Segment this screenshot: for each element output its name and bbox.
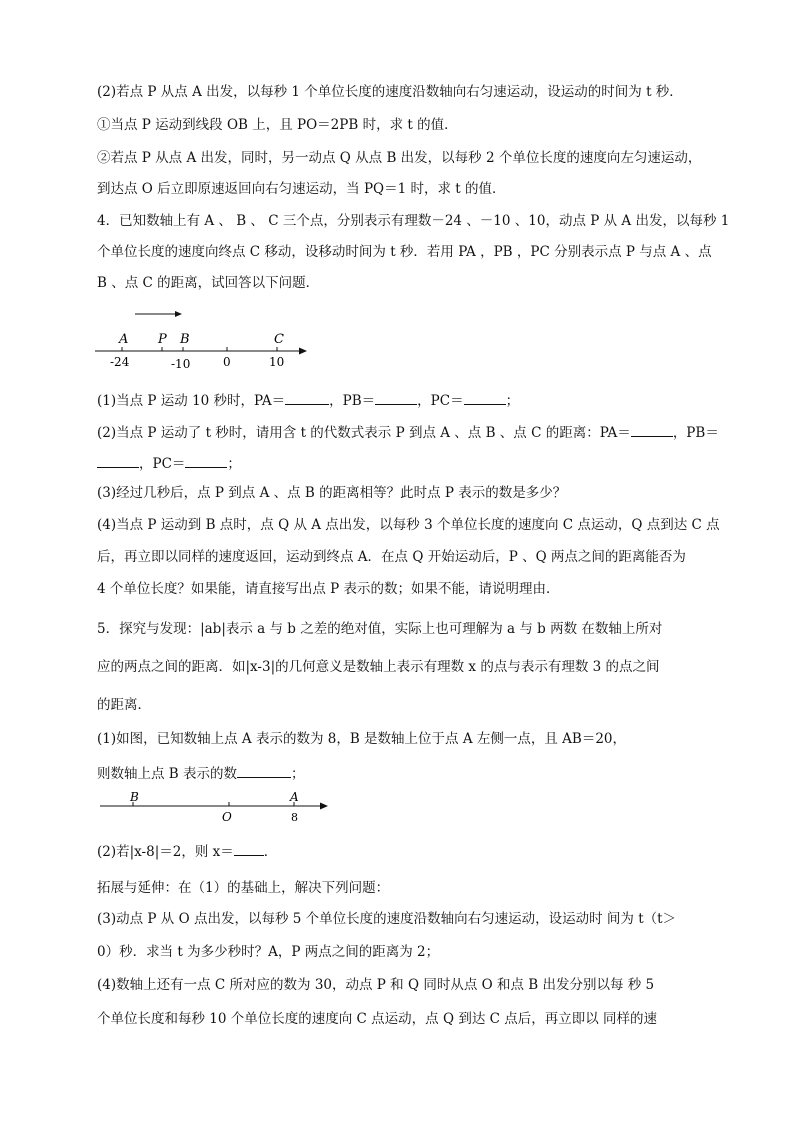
q5-part-3-line-1: (3)动点 P 从 O 点出发，以每秒 5 个单位长度的速度沿数轴向右匀速运动，设运动时 间为 t（t＞ xyxy=(97,911,677,927)
q4-stem-line-3: B 、点 C 的距离，试回答以下问题． xyxy=(97,275,320,291)
q3-line-1: (2)若点 P 从点 A 出发，以每秒 1 个单位长度的速度沿数轴向右匀速运动，设运动的时间为 t 秒． xyxy=(97,84,683,100)
answer-blank-pc[interactable] xyxy=(464,390,506,405)
point-label-c: C xyxy=(274,332,284,347)
answer-blank-b-value[interactable] xyxy=(237,763,291,778)
q5-part-4-line-1: (4)数轴上还有一点 C 所对应的数为 30，动点 P 和 Q 同时从点 O 和点 B 出发分别以每 秒 5 xyxy=(97,977,655,993)
q4-part-3: (3)经过几秒后，点 P 到点 A 、点 B 的距离相等？此时点 P 表示的数是多少？ xyxy=(97,485,567,501)
q4-stem-line-2: 个单位长度的速度向终点 C 移动，设移动时间为 t 秒．若用 PA ，PB ，PC 分别表示点 P 与点 A 、点 xyxy=(97,244,712,260)
answer-blank-pb[interactable] xyxy=(375,390,417,405)
q4-part-4-line-1: (4)当点 P 运动到 B 点时，点 Q 从 A 点出发，以每秒 3 个单位长度的速度向 C 点运动，Q 点到达 C 点 xyxy=(97,517,720,533)
q4-part-4-line-3: 4 个单位长度？如果能，请直接写出点 P 表示的数；如果不能，请说明理由． xyxy=(97,581,560,597)
q5-extension-heading: 拓展与延伸：在（1）的基础上，解决下列问题： xyxy=(97,880,390,896)
answer-blank-pa[interactable] xyxy=(285,390,329,405)
q5-number-line-figure xyxy=(95,786,335,826)
q5-part-4-line-2: 个单位长度和每秒 10 个单位长度的速度向 C 点运动，点 Q 到达 C 点后，再立即以 同样的速 xyxy=(97,1011,658,1027)
point-label-a: A xyxy=(290,790,299,804)
axis-arrow-head xyxy=(320,803,328,810)
q5-part-2: (2)若|x-8|＝2，则 x＝ ． xyxy=(97,841,277,861)
point-label-p: P xyxy=(158,332,167,347)
axis-arrow-head xyxy=(299,348,307,355)
q4-number-line-figure xyxy=(90,300,320,380)
q4-part-1: (1)当点 P 运动 10 秒时，PA＝ ，PB＝ ，PC＝ ； xyxy=(97,390,519,410)
q4-stem-line-1: 4．已知数轴上有 A 、 B 、 C 三个点，分别表示有理数－24 、－10 、10，动点 P 从 A 出发，以每秒 1 xyxy=(97,213,730,229)
answer-blank-pc-t[interactable] xyxy=(185,453,227,468)
q5-part-1-line-1: (1)如图，已知数轴上点 A 表示的数为 8，B 是数轴上位于点 A 左侧一点，且 AB＝20， xyxy=(97,731,627,747)
q5-part-1-line-2: 则数轴上点 B 表示的数 ； xyxy=(97,763,305,783)
tick-label-c: 10 xyxy=(269,355,285,369)
tick-label-zero: 0 xyxy=(223,355,231,369)
tick-label-8: 8 xyxy=(291,811,298,824)
answer-blank-x[interactable] xyxy=(234,841,264,856)
q5-stem-line-1: 5．探究与发现：|ab|表示 a 与 b 之差的绝对值，实际上也可理解为 a 与 b 两数 在数轴上所对 xyxy=(97,621,663,637)
point-label-b: B xyxy=(180,332,190,347)
q4-part-2: (2)当点 P 运动了 t 秒时，请用含 t 的代数式表示 P 到点 A 、点 B 、点 C 的距离：PA＝ ，PB＝ xyxy=(97,422,719,442)
q5-stem-line-3: 的距离． xyxy=(97,697,151,713)
q3-line-4: 到达点 O 后立即原速返回向右匀速运动，当 PQ＝1 时，求 t 的值． xyxy=(97,181,506,197)
point-label-b: B xyxy=(130,790,139,804)
motion-arrow-head xyxy=(175,311,182,317)
point-label-o: O xyxy=(222,810,232,824)
answer-blank-pa-t[interactable] xyxy=(631,422,673,437)
q3-line-2: ①当点 P 运动到线段 OB 上，且 PO＝2PB 时，求 t 的值． xyxy=(97,117,458,133)
answer-blank-pb-t[interactable] xyxy=(97,453,139,468)
point-label-a: A xyxy=(119,332,129,347)
q5-part-3-line-2: 0）秒．求当 t 为多少秒时？A，P 两点之间的距离为 2； xyxy=(97,944,440,960)
tick-label-b: -10 xyxy=(171,357,191,371)
q4-part-4-line-2: 后，再立即以同样的速度返回，运动到终点 A．在点 Q 开始运动后，P 、Q 两点之间的距离能否为 xyxy=(97,549,686,565)
q5-stem-line-2: 应的两点之间的距离．如|x-3|的几何意义是数轴上表示有理数 x 的点与表示有理数 3 的点之间 xyxy=(97,659,660,675)
tick-label-a: -24 xyxy=(110,355,130,369)
q3-line-3: ②若点 P 从点 A 出发，同时，另一动点 Q 从点 B 出发，以每秒 2 个单位长度的速度向左匀速运动， xyxy=(97,150,702,166)
q4-part-2-cont: ，PC＝ ； xyxy=(97,453,241,473)
